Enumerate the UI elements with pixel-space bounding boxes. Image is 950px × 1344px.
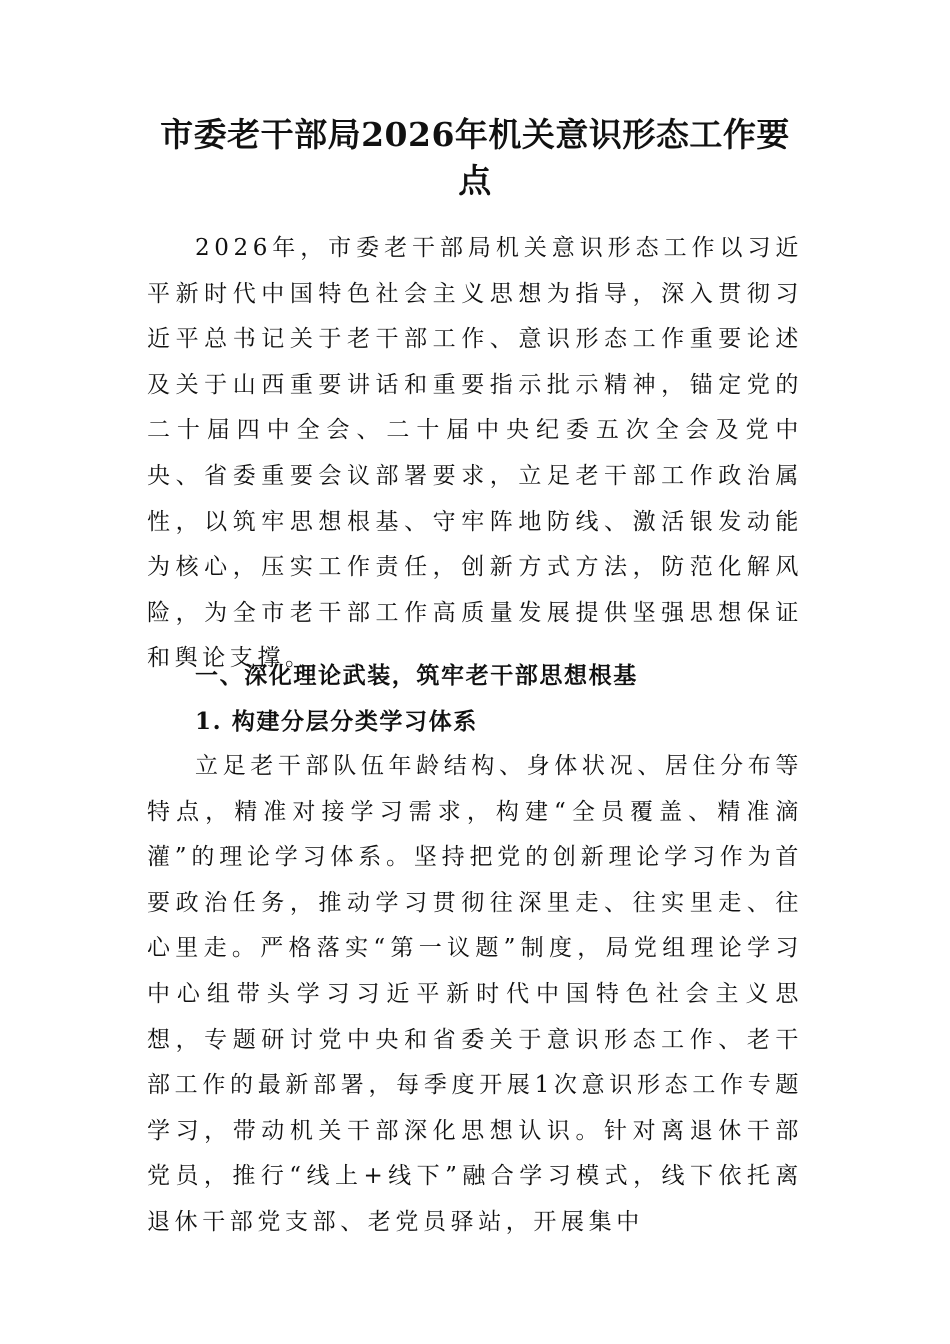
document-title: 市委老干部局2026年机关意识形态工作要点 xyxy=(160,115,790,200)
subsection-paragraph-1: 立足老干部队伍年龄结构、身体状况、居住分布等特点，精准对接学习需求，构建“全员覆盖、精准滴灌”的理论学习体系。坚持把党的创新理论学习作为首要政治任务，推动学习贯彻往深里走、往实里走、往心里走。严格落实“第一议题”制度，局党组理论学习中心组带头学习习近平新时代中国特色社会主义思想，专题研讨党中央和省委关于意识形态工作、老干部工作的最新部署，每季度开展1次意识形态工作专题学习，带动机关干部深化思想认识。针对离退休干部党员，推行“线上+线下”融合学习模式，线下依托离退休干部党支部、老党员驿站，开展集中 xyxy=(147,753,803,1235)
intro-paragraph: 2026年，市委老干部局机关意识形态工作以习近平新时代中国特色社会主义思想为指导，深入贯彻习近平总书记关于老干部工作、意识形态工作重要论述及关于山西重要讲话和重要指示批示精神，锚定党的二十届四中全会、二十届中央纪委五次全会及党中央、省委重要会议部署要求，立足老干部工作政治属性，以筑牢思想根基、守牢阵地防线、激活银发动能为核心，压实工作责任，创新方式方法，防范化解风险，为全市老干部工作高质量发展提供坚强思想保证和舆论支撑。 xyxy=(147,235,803,672)
subsection-heading-1: 1. 构建分层分类学习体系 xyxy=(195,708,478,735)
section-heading-1: 一、深化理论武装，筑牢老干部思想根基 xyxy=(195,662,638,689)
